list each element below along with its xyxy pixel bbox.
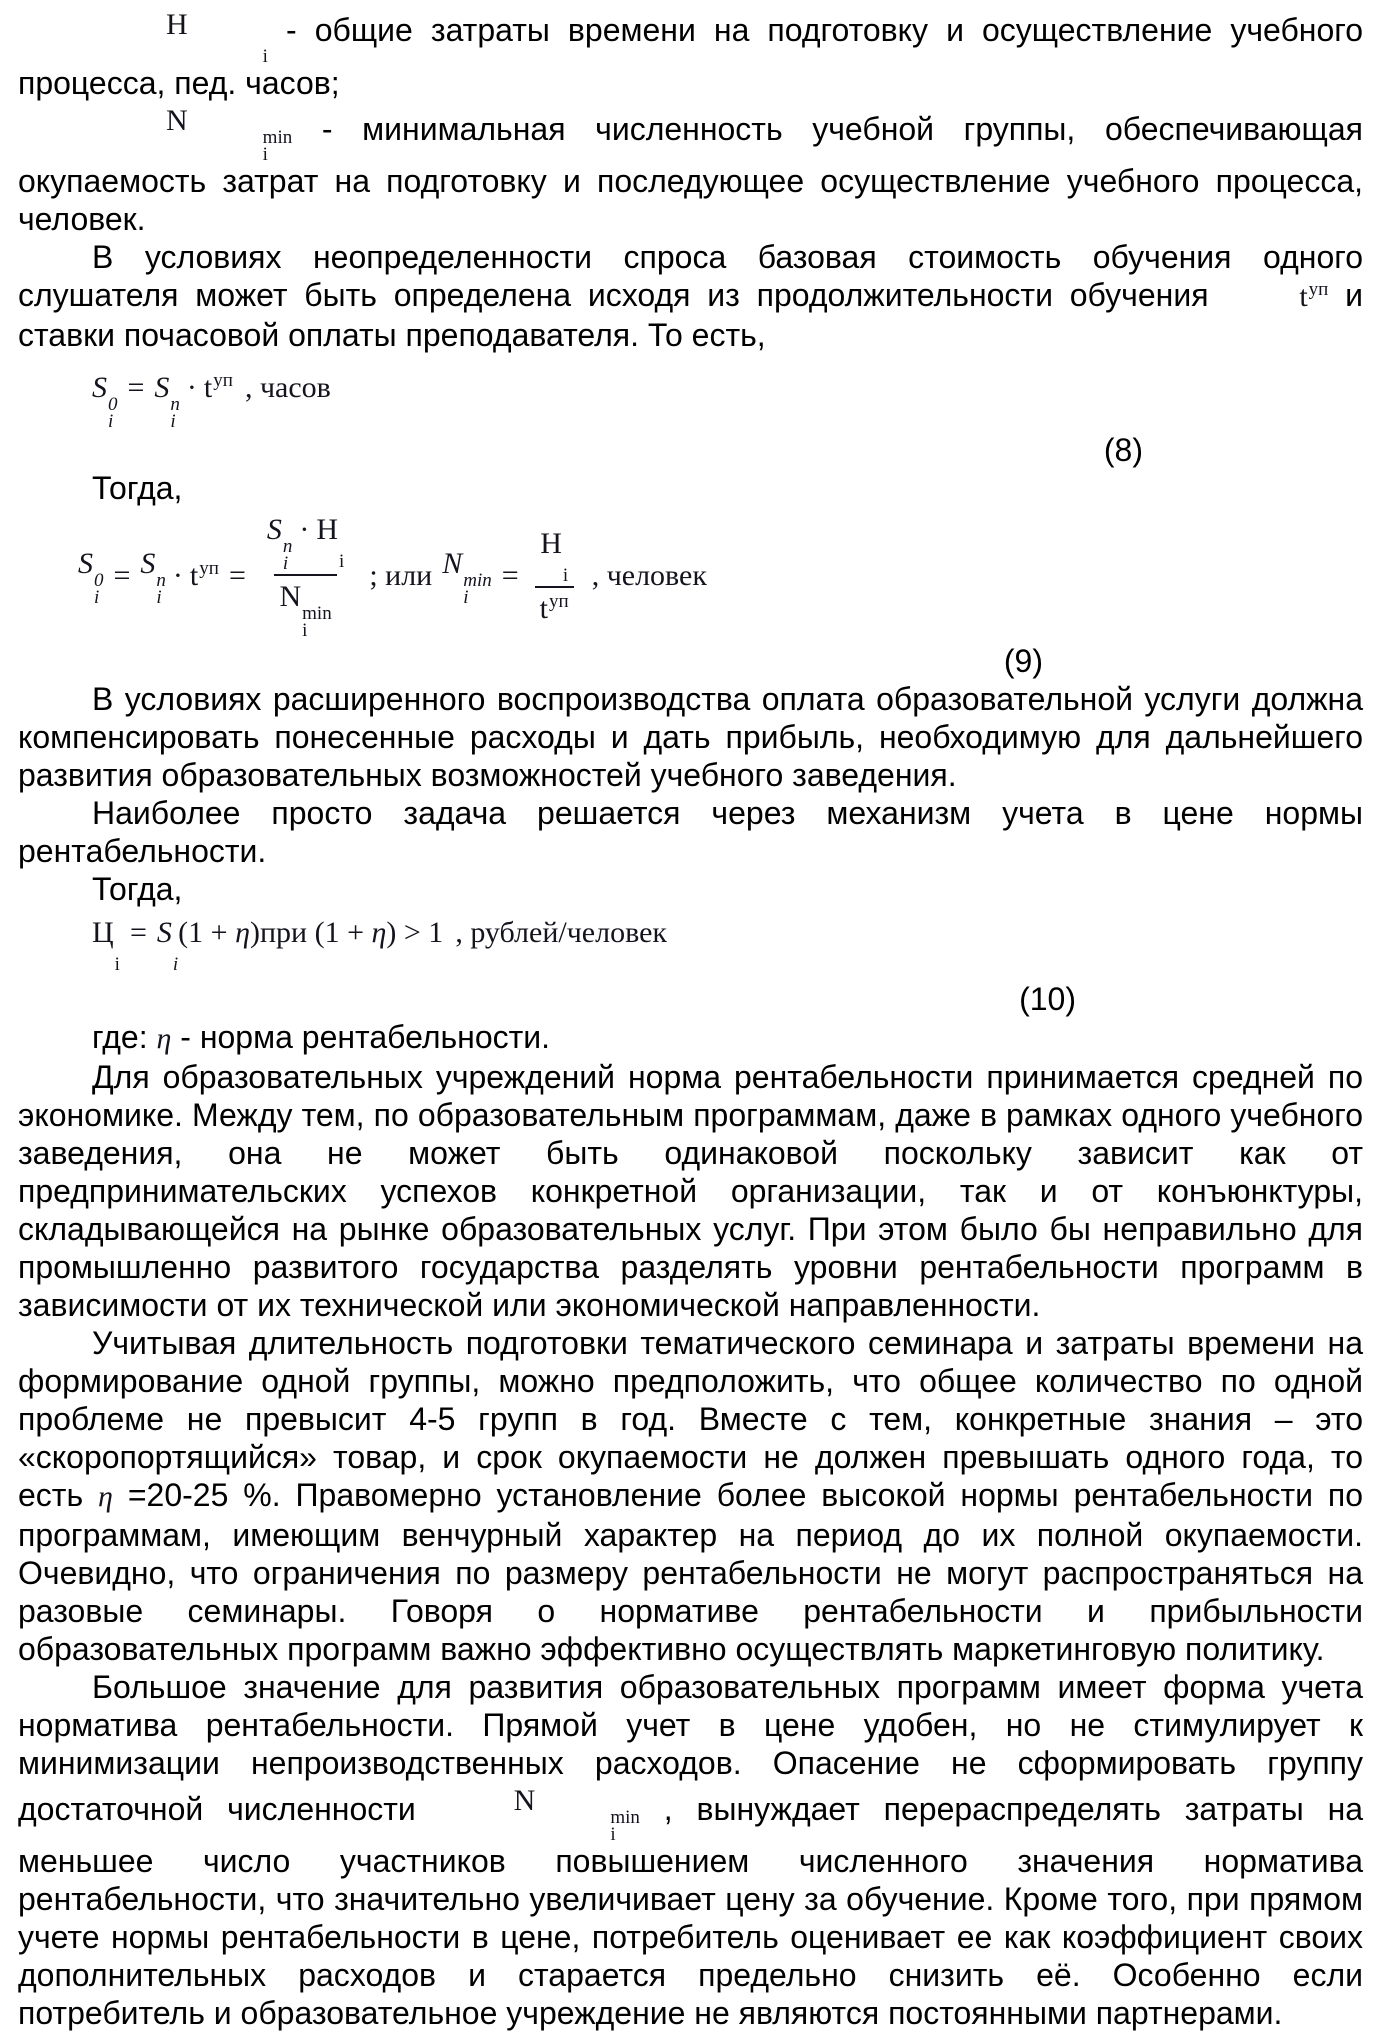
gde-label: где: [92, 1019, 148, 1055]
hi-definition-text: - общие затраты времени на подготовку и осуществление учебного процесса, пед. часов; [18, 12, 1364, 101]
nmin-definition-text: - минимальная численность учебной группы, обеспечивающая окупаемость затрат на подготовку и последующее осуществление учебного процесса, человек. [18, 111, 1364, 237]
bolshoe-text-before: Большое значение для развития образовательных программ имеет форма учета норматива рентабельности. Прямой учет в цене удобен, но не стимулирует к минимизации непроизводственных расходов. Опасение не сформировать группу достаточной численности [18, 1669, 1363, 1827]
paragraph-hi-definition [18, 6, 1363, 102]
equation-9 [78, 513, 1363, 641]
eq9-equals-1: = [113, 559, 131, 592]
equation-8-number: (8) [1103, 432, 1143, 468]
equation-8 [92, 364, 1363, 432]
paragraph-bolshoe [18, 1668, 1363, 2032]
eta-symbol: η [98, 1480, 113, 1513]
eq10-s-term: S i [156, 916, 179, 975]
eq9-fraction-1: S n i · H i N min i [266, 513, 345, 641]
paragraph-nmin-definition [18, 102, 1363, 238]
eq10-unit: , рублей/человек [455, 916, 667, 949]
paragraph-naibolee: Наиболее просто задача решается через механизм учета в цене нормы рентабельности. [18, 795, 1363, 869]
uchityvaya-text-after: =20-25 %. Правомерно установление более высокой нормы рентабельности по программам, имеющим венчурный характер на период до их полной окупаемости. Очевидно, что ограничения по размеру рентабельности не могут распространяться на разовые семинары. Говоря о нормативе рентабельности и прибыльности образовательных программ важно эффективно осуществлять маркетинговую политику. [18, 1477, 1363, 1667]
equation-10 [92, 910, 1363, 975]
eq9-s0-term: S 0 i [78, 546, 104, 608]
eq9-t-term: $t^{уп}$ [189, 558, 219, 592]
paragraph-dlya-obrazovatelnyh: Для образовательных учреждений норма рентабельности принимается средней по экономике. Между тем, по образовательным программам, даже в рамках одного учебного заведения, она не может быть одинаковой поскольку зависит как от предпринимательских успехов конкретной организации, так и от конъюнктуры, складывающейся на рынке образовательных услуг. При этом было бы неправильно для промышленно развитого государства разделять уровни рентабельности программ в зависимости от их технической или экономической направленности. [18, 1059, 1363, 1323]
eq9-equals-2: = [228, 559, 246, 592]
paragraph-gde [18, 1018, 1363, 1058]
equation-9-number: (9) [1003, 643, 1043, 679]
eq10-paren-1: (1 + [178, 916, 228, 949]
eq8-dot: · [186, 371, 197, 404]
eq10-price-term: Ц i [92, 916, 120, 975]
formula-hi: H i [166, 8, 268, 67]
eq9-sn-term: S n i [140, 546, 166, 608]
eq8-t-term: $t^{уп}$ [203, 370, 233, 404]
eq9-equals-3: = [501, 559, 519, 592]
formula-t-up: $t^{уп}$ [1299, 279, 1329, 313]
eq10-paren-3: (1 + [314, 916, 364, 949]
formula-nmin: N min i [166, 104, 293, 165]
eq8-equals: = [127, 371, 145, 404]
gde-text: - норма рентабельности. [180, 1019, 551, 1055]
paragraph-conditions [18, 238, 1363, 354]
uchityvaya-text-before: Учитывая длительность подготовки тематического семинара и затраты времени на формирование одной группы, можно предположить, что общее количество по одной проблеме не превысит 4-5 групп в год. Вместе с тем, конкретные знания – это «скоропортящийся» товар, и срок окупаемости не должен превышать одного года, то есть [18, 1325, 1363, 1513]
eq9-nmin-term: N min i [442, 546, 492, 608]
paragraph-uchityvaya [18, 1324, 1363, 1668]
conditions-text-after: и ставки почасовой оплаты преподавателя. То есть, [18, 277, 1364, 353]
eta-symbol: η [156, 1022, 172, 1055]
eq8-sn-term: S n i [154, 371, 180, 432]
eq9-fraction-2: H i $t^{уп}$ [535, 527, 574, 625]
bolshoe-text-after: , вынуждает перераспределять затраты на меньшее число участников повышением численного значения норматива рентабельности, что значительно увеличивает цену за обучение. Кроме того, при прямом учете нормы рентабельности в цене, потребитель оценивает ее как коэффициент своих дополнительных расходов и старается предельно снизить её. Особенно если потребитель и образовательное учреждение не являются постоянными партнерами. [18, 1791, 1364, 2031]
eq8-unit: , часов [244, 371, 331, 404]
eq10-paren-2: )при [249, 916, 308, 949]
paragraph-togda-1: Тогда, [92, 470, 183, 506]
eq9-dot-1: · [172, 559, 183, 592]
eq10-paren-4: ) > 1 [386, 916, 444, 949]
conditions-text-before: В условиях неопределенности спроса базовая стоимость обучения одного слушателя может быть определена исходя из продолжительности обучения [18, 239, 1363, 313]
eq10-equals: = [129, 916, 147, 949]
eta-symbol: η [371, 916, 387, 949]
eq9-or-text: ; или [369, 559, 433, 592]
eta-symbol: η [235, 916, 250, 949]
eq9-unit: , человек [591, 559, 707, 592]
formula-nmin: N min i [513, 1784, 640, 1845]
paragraph-rasshirennogo: В условиях расширенного воспроизводства оплата образовательной услуги должна компенсировать понесенные расходы и дать прибыль, необходимую для дальнейшего развития образовательных возможностей учебного заведения. [18, 681, 1363, 793]
eq8-s0-term: S 0 i [92, 371, 118, 432]
paragraph-togda-2: Тогда, [92, 871, 183, 907]
equation-10-number: (10) [1019, 981, 1076, 1017]
